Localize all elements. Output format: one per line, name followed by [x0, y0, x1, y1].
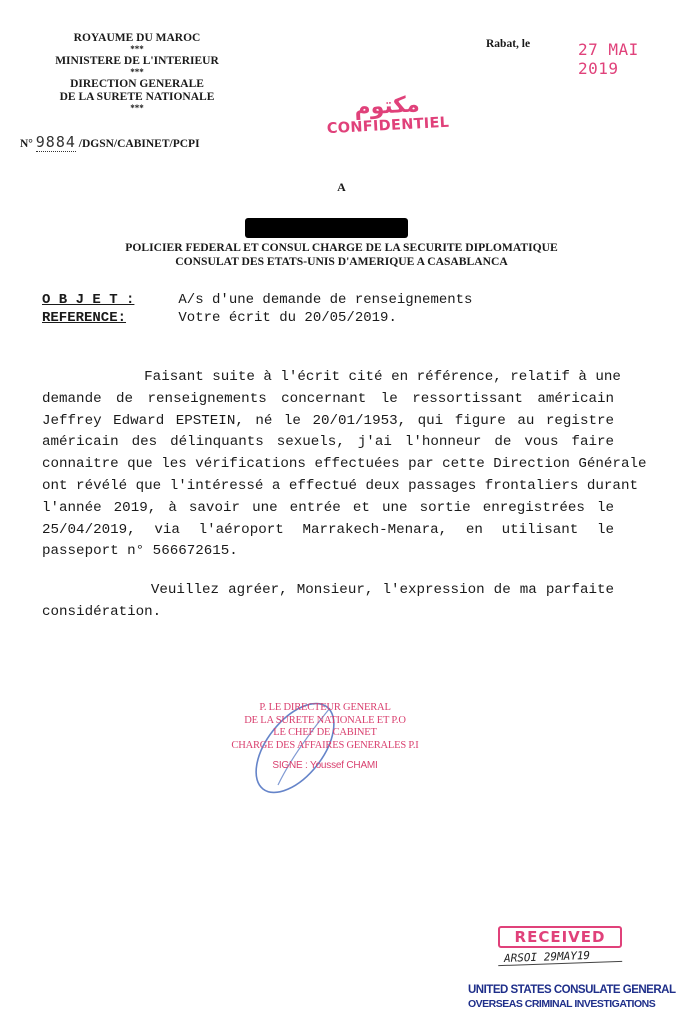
body-paragraph-1-line: connaitre que les vérifications effectuées par cette Direction Générale: [42, 456, 647, 473]
consulate-line-1: UNITED STATES CONSULATE GENERAL: [468, 984, 676, 996]
body-paragraph-1-line: Jeffrey Edward EPSTEIN, né le 20/01/1953, qui figure au registre: [42, 412, 614, 429]
recipient-to: A: [337, 180, 346, 194]
body-paragraph-1-line: passeport n° 566672615.: [42, 543, 238, 560]
objet-value: A/s d'une demande de renseignements: [178, 292, 473, 308]
received-handwritten: ARSOI 29MAY19: [498, 948, 622, 966]
body-paragraph-1-line: Faisant suite à l'écrit cité en référence, relatif à une: [42, 369, 621, 385]
kingdom-line: ROYAUME DU MAROC: [73, 32, 201, 44]
body-paragraph-2: [42, 580, 614, 624]
signature-line-2: DE LA SURETE NATIONALE ET P.O: [244, 714, 406, 726]
signature-line-5: SIGNE : Youssef CHAMI: [272, 760, 378, 771]
body-paragraph-1-line: américain des délinquants sexuels, j'ai l'honneur de vous faire: [42, 434, 614, 451]
body-paragraph-2-line: considération.: [42, 603, 162, 620]
separator-stars: ***: [130, 44, 144, 54]
direction-line-2: DE LA SURETE NATIONALE: [59, 91, 215, 103]
body-paragraph-1-line: l'année 2019, à savoir une entrée et une sortie enregistrées le: [42, 499, 614, 516]
signature-line-3: LE CHEF DE CABINET: [273, 727, 377, 738]
separator-stars: ***: [130, 103, 144, 113]
received-label: RECEIVED: [498, 926, 622, 948]
signature-line-1: P. LE DIRECTEUR GENERAL: [259, 702, 391, 713]
subject-block: [42, 291, 472, 327]
consulate-line-2: OVERSEAS CRIMINAL INVESTIGATIONS: [468, 998, 656, 1010]
consulate-stamp: [468, 983, 678, 1011]
separator-stars: ***: [130, 67, 144, 77]
direction-line-1: DIRECTION GENERALE: [70, 78, 204, 90]
recipient-line-2: CONSULAT DES ETATS-UNIS D'AMERIQUE A CASABLANCA: [175, 255, 508, 268]
body-paragraph-1-line: 25/04/2019, via l'aéroport Marrakech-Menara, en utilisant le: [42, 521, 614, 538]
confidential-french: CONFIDENTIEL: [326, 114, 450, 138]
confidential-arabic: مكتوم: [353, 92, 421, 121]
received-stamp: [498, 926, 622, 964]
body-paragraph-2-line: Veuillez agréer, Monsieur, l'expression de ma parfaite: [42, 582, 614, 598]
signature-line-4: CHARGE DES AFFAIRES GENERALES P.I: [231, 739, 419, 751]
recipient-line-1: POLICIER FEDERAL ET CONSUL CHARGE DE LA SECURITE DIPLOMATIQUE: [125, 241, 558, 254]
ref-number-handwritten: 9884: [35, 133, 76, 151]
place-label: Rabat, le: [486, 38, 531, 50]
ref-prefix: N°: [20, 138, 33, 150]
reference-value: Votre écrit du 20/05/2019.: [178, 310, 397, 326]
objet-label: O B J E T :: [42, 292, 135, 308]
body-paragraph-1-line: ont révélé que l'intéressé a effectué deux passages frontaliers durant: [42, 477, 638, 494]
reference-number-line: [20, 133, 200, 151]
date-stamp: 27 MAI 2019: [578, 40, 639, 78]
issuer-header: [32, 32, 242, 112]
ref-suffix: /DGSN/CABINET/PCPI: [78, 138, 200, 150]
body-paragraph-1-line: demande de renseignements concernant le ressortissant américain: [42, 390, 614, 407]
confidential-stamp: [314, 92, 461, 138]
body-paragraph-1: [42, 367, 647, 563]
signature-stamp: [220, 690, 430, 810]
redaction-bar: [245, 218, 408, 238]
recipient-block: [0, 241, 683, 269]
ministry-line: MINISTERE DE L'INTERIEUR: [55, 55, 219, 67]
reference-label: REFERENCE:: [42, 310, 127, 326]
